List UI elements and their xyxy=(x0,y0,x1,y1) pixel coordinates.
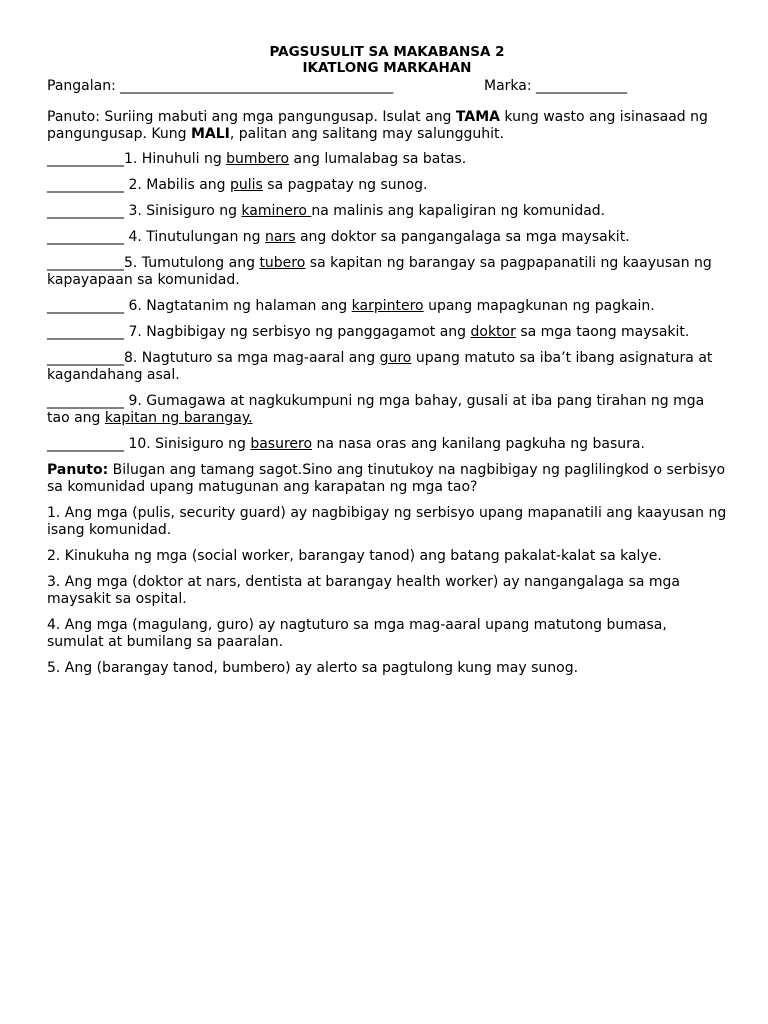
question-text: ang lumalabag sa batas. xyxy=(289,151,467,167)
question-item xyxy=(47,350,727,384)
question-text: 5. Tumutulong ang xyxy=(124,255,260,271)
underlined-word: doktor xyxy=(470,324,516,340)
question-text: 2. Mabilis ang xyxy=(128,177,231,193)
choice-item: 1. Ang mga (pulis, security guard) ay nagbibigay ng serbisyo upang mapanatili ang kaayusan ng isang komunidad. xyxy=(47,505,727,538)
question-text: upang mapagkunan ng pagkain. xyxy=(423,298,655,314)
answer-blank: ___________ xyxy=(47,151,124,167)
underlined-word: bumbero xyxy=(226,151,290,167)
name-label: Pangalan: xyxy=(47,78,116,94)
question-text: 7. Nagbibigay ng serbisyo ng panggagamot ang xyxy=(128,324,471,340)
question-text: 1. Hinuhuli ng xyxy=(124,151,227,167)
title-line-1: PAGSUSULIT SA MAKABANSA 2 xyxy=(269,44,505,60)
question-text: na malinis ang kapaligiran ng komunidad. xyxy=(311,203,606,219)
question-text: sa pagpatay ng sunog. xyxy=(262,177,428,193)
underlined-word: nars xyxy=(265,229,296,245)
title-line-2: IKATLONG MARKAHAN xyxy=(302,60,472,76)
underlined-word: guro xyxy=(379,350,412,366)
choice-item: 3. Ang mga (doktor at nars, dentista at barangay health worker) ay nangangalaga sa mga maysakit sa ospital. xyxy=(47,574,680,607)
part1-instruction xyxy=(47,109,727,143)
tama-keyword: TAMA xyxy=(455,109,500,125)
part2-instruction xyxy=(47,462,727,496)
question-item xyxy=(47,151,727,168)
worksheet-page xyxy=(47,44,727,677)
choice-item: 4. Ang mga (magulang, guro) ay nagtuturo sa mga mag-aaral upang matutong bumasa, sumulat at bumilang sa paaralan. xyxy=(47,617,667,650)
answer-blank: ___________ xyxy=(47,177,129,193)
name-score-row xyxy=(47,77,727,95)
question-text: sa kapitan ng barangay sa pagpapanatili ng kaayusan ng kapayapaan sa komunidad. xyxy=(47,255,712,288)
answer-blank: ___________ xyxy=(47,393,129,409)
underlined-word: pulis xyxy=(230,177,263,193)
answer-blank: ___________ xyxy=(47,298,129,314)
underlined-word: karpintero xyxy=(351,298,424,314)
instruction-text: , palitan ang salitang may salungguhit. xyxy=(229,126,504,142)
question-text: 8. Nagtuturo sa mga mag-aaral ang xyxy=(124,350,380,366)
question-text: 3. Sinisiguro ng xyxy=(128,203,242,219)
question-text: 6. Nagtatanim ng halaman ang xyxy=(128,298,352,314)
question-item xyxy=(47,298,727,315)
question-text: 4. Tinutulungan ng xyxy=(128,229,266,245)
score-blank: _____________ xyxy=(536,78,628,94)
question-text: ang doktor sa pangangalaga sa mga maysakit. xyxy=(295,229,630,245)
score-field xyxy=(484,77,627,95)
instruction-text: Bilugan ang tamang sagot.Sino ang tinutukoy na nagbibigay ng paglilingkod o serbisyo sa komunidad upang matugunan ang karapatan ng mga tao? xyxy=(47,462,726,495)
question-item xyxy=(47,324,727,341)
question-text: na nasa oras ang kanilang pagkuha ng basura. xyxy=(312,436,645,452)
underlined-word: basurero xyxy=(250,436,313,452)
underlined-word: kaminero xyxy=(241,203,312,219)
answer-blank: ___________ xyxy=(47,324,129,340)
question-text: 10. Sinisiguro ng xyxy=(128,436,251,452)
question-text: upang matuto sa iba’t ibang asignatura at kagandahang asal. xyxy=(47,350,713,383)
question-item xyxy=(47,177,727,194)
panuto-label: Panuto: xyxy=(47,462,109,478)
question-text: 9. Gumagawa at nagkukumpuni ng mga bahay, gusali at iba pang tirahan ng mga tao ang xyxy=(47,393,705,426)
question-item xyxy=(47,229,727,246)
answer-blank: ___________ xyxy=(47,255,124,271)
question-item xyxy=(47,203,727,220)
choice-item: 5. Ang (barangay tanod, bumbero) ay alerto sa pagtulong kung may sunog. xyxy=(47,660,579,676)
answer-blank: ___________ xyxy=(47,436,129,452)
question-text: sa mga taong maysakit. xyxy=(515,324,690,340)
question-item xyxy=(47,393,727,427)
name-blank: _______________________________________ xyxy=(120,78,394,94)
answer-blank: ___________ xyxy=(47,203,129,219)
choice-item: 2. Kinukuha ng mga (social worker, barangay tanod) ang batang pakalat-kalat sa kalye. xyxy=(47,548,662,564)
score-label: Marka: xyxy=(484,78,532,94)
answer-blank: ___________ xyxy=(47,350,124,366)
answer-blank: ___________ xyxy=(47,229,129,245)
question-item xyxy=(47,436,727,453)
underlined-word: kapitan ng barangay. xyxy=(104,410,253,426)
question-item xyxy=(47,255,727,289)
mali-keyword: MALI xyxy=(190,126,230,142)
instruction-text: Panuto: Suriing mabuti ang mga pangungusap. Isulat ang xyxy=(47,109,456,125)
underlined-word: tubero xyxy=(259,255,306,271)
instruction-text: kung wasto ang isinasaad ng pangungusap. Kung xyxy=(47,109,708,142)
